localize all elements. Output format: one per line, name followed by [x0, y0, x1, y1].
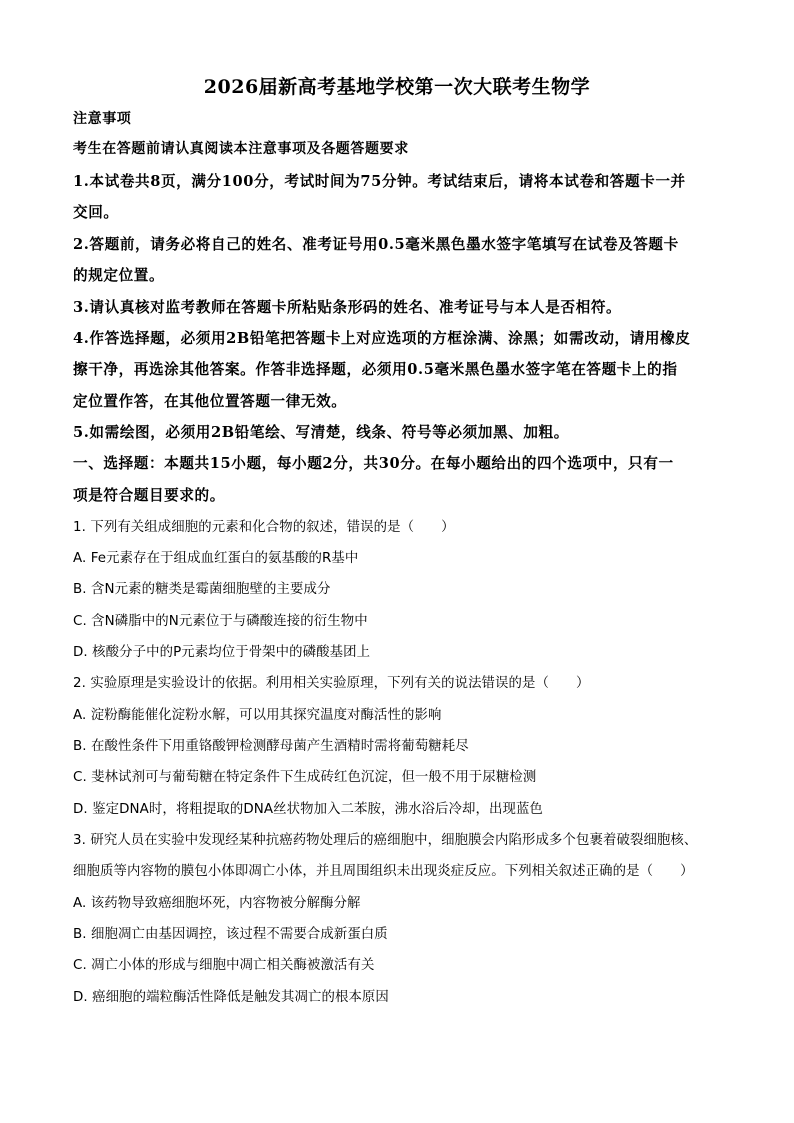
question-option: B. 细胞凋亡由基因调控，该过程不需要合成新蛋白质	[73, 927, 388, 942]
question-option: C. 含N磷脂中的N元素位于与磷酸连接的衍生物中	[73, 614, 368, 629]
question-option: B. 含N元素的糖类是霉菌细胞壁的主要成分	[73, 582, 331, 597]
question-option: B. 在酸性条件下用重铬酸钾检测酵母菌产生酒精时需将葡萄糖耗尽	[73, 739, 469, 754]
question-option: A. 淀粉酶能催化淀粉水解，可以用其探究温度对酶活性的影响	[73, 708, 442, 723]
notice-line: 的规定位置。	[73, 267, 165, 284]
question-option: D. 核酸分子中的P元素均位于骨架中的磷酸基团上	[73, 645, 371, 660]
notice-line: 擦干净，再选涂其他答案。作答非选择题，必须用0.5毫米黑色墨水签字笔在答题卡上的指	[73, 361, 678, 378]
notice-line: 5.如需绘图，必须用2B铅笔绘、写清楚，线条、符号等必须加黑、加粗。	[73, 424, 569, 441]
notice-heading: 注意事项	[73, 111, 132, 127]
question-option: D. 癌细胞的端粒酶活性降低是触发其凋亡的根本原因	[73, 990, 389, 1005]
notice-line: 2.答题前，请务必将自己的姓名、准考证号用0.5毫米黑色墨水签字笔填写在试卷及答题卡	[73, 236, 679, 253]
section-heading: 一、选择题：本题共15小题，每小题2分，共30分。在每小题给出的四个选项中，只有一	[73, 455, 674, 472]
notice-intro: 考生在答题前请认真阅读本注意事项及各题答题要求	[73, 141, 409, 157]
question-option: A. 该药物导致癌细胞坏死，内容物被分解酶分解	[73, 896, 361, 911]
question-stem: 1. 下列有关组成细胞的元素和化合物的叙述，错误的是（ ）	[73, 520, 455, 535]
question-stem: 3. 研究人员在实验中发现经某种抗癌药物处理后的癌细胞中，细胞膜会内陷形成多个包裹着破裂细胞核、	[73, 833, 698, 848]
question-stem: 2. 实验原理是实验设计的依据。利用相关实验原理，下列有关的说法错误的是（ ）	[73, 676, 590, 691]
section-heading: 项是符合题目要求的。	[73, 487, 225, 504]
notice-line: 3.请认真核对监考教师在答题卡所粘贴条形码的姓名、准考证号与本人是否相符。	[73, 299, 622, 316]
page-title: 2026届新高考基地学校第一次大联考生物学	[203, 76, 591, 98]
notice-line: 4.作答选择题，必须用2B铅笔把答题卡上对应选项的方框涂满、涂黑；如需改动，请用橡皮	[73, 330, 691, 347]
notice-line: 定位置作答，在其他位置答题一律无效。	[73, 393, 347, 410]
question-option: A. Fe元素存在于组成血红蛋白的氨基酸的R基中	[73, 551, 359, 566]
question-option: C. 凋亡小体的形成与细胞中凋亡相关酶被激活有关	[73, 958, 375, 973]
notice-line: 1.本试卷共8页，满分100分，考试时间为75分钟。考试结束后，请将本试卷和答题卡一并	[73, 173, 686, 190]
question-stem: 细胞质等内容物的膜包小体即凋亡小体，并且周围组织未出现炎症反应。下列相关叙述正确的是（ ）	[73, 864, 694, 879]
question-option: C. 斐林试剂可与葡萄糖在特定条件下生成砖红色沉淀，但一般不用于尿糖检测	[73, 770, 537, 785]
question-option: D. 鉴定DNA时，将粗提取的DNA丝状物加入二苯胺，沸水浴后冷却，出现蓝色	[73, 802, 543, 817]
notice-line: 交回。	[73, 204, 119, 221]
